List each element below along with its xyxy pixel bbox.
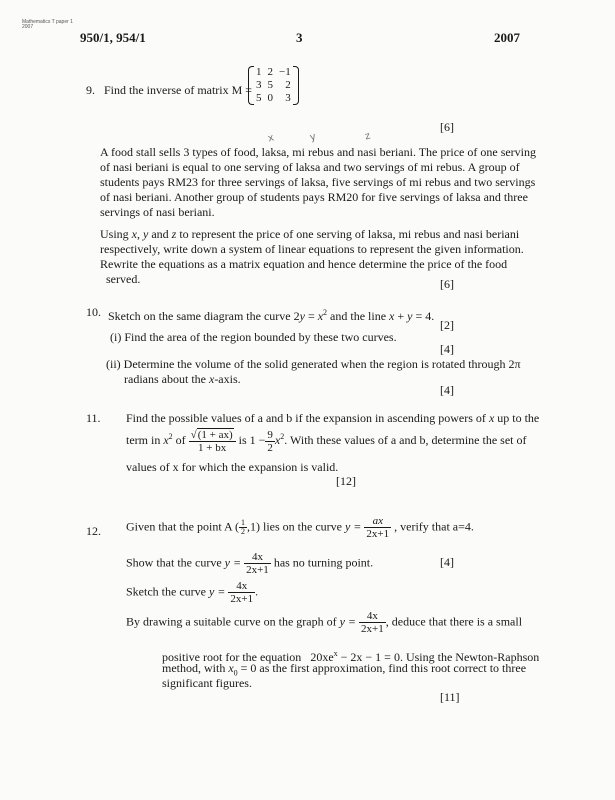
matrix-row: 1 2 −1 — [256, 66, 291, 78]
matrix-row: 5 0 3 — [256, 92, 291, 104]
handwritten-y: y — [308, 131, 318, 144]
q10-mark: [2] — [440, 318, 454, 332]
q12-line-5: positive root for the equation $20xe^x - 2x - 1 = 0$. Using the Newton-Raphson — [162, 649, 540, 664]
handwritten-z: z — [363, 130, 372, 143]
paragraph-line: served. — [106, 272, 141, 286]
matrix-row: 3 5 2 — [256, 79, 291, 91]
q12-line-4: By drawing a suitable curve on the graph of y = $\frac{4x}{2x+1}$ , deduce that there is a small — [126, 610, 523, 635]
q12-fraction-1: $\frac{ax}{2x+1}$ — [366, 515, 390, 540]
q11-line-1: Find the possible values of a and b if the expansion in ascending powers of x up to the — [126, 411, 540, 425]
q12-line-7: significant figures. — [162, 676, 252, 690]
q9-matrix — [248, 66, 299, 105]
q11-number: 11. — [86, 411, 101, 425]
q11-mark: [12] — [336, 474, 356, 488]
q12-line-3: Sketch the curve y = $\frac{4x}{2x+1}$ . — [126, 580, 259, 605]
paragraph-line: students pays RM23 for three servings of laksa, five servings of mi rebus and two servings — [100, 175, 536, 189]
paragraph-line: Rewrite the equations as a matrix equation and hence determine the price of the food — [100, 257, 508, 271]
q10-part-ii-line2: radians about the x-axis. — [124, 372, 241, 386]
paragraph-line: A food stall sells 3 types of food, laksa, mi rebus and nasi beriani. The price of one serving — [100, 145, 537, 159]
q11-fraction-2: $\frac{9}{2}$ — [267, 428, 273, 454]
stamp-text — [22, 20, 73, 30]
q10-number: 10. — [86, 305, 101, 319]
q12-fraction-2: $\frac{4x}{2x+1}$ — [246, 551, 269, 576]
page-number: 3 — [296, 30, 303, 45]
q11-fraction: $\frac{√(1 + ax)}{1 + bx}$ — [189, 428, 236, 454]
q9-text: Find the inverse of matrix M = — [104, 83, 253, 97]
q10-part-ii: (ii) Determine the volume of the solid generated when the region is rotated through 2π — [106, 357, 521, 371]
q10-text: Sketch on the same diagram the curve $2y = x^2$ and the line x + y = 4. — [108, 308, 435, 323]
q11-line-2: term in $x^2$ of $\frac{√(1 + ax)}{1 + bx}$ is 1 − $\frac{9}{2}$ $x^2$. With these values of a and b, determine the set of — [126, 428, 527, 454]
q10-mark-i: [4] — [440, 342, 454, 356]
q12-number: 12. — [86, 524, 101, 538]
header-year: 2007 — [494, 30, 520, 45]
handwritten-x: x — [266, 132, 276, 145]
q12-fraction-4: $\frac{4x}{2x+1}$ — [361, 610, 384, 635]
q9-mark-2: [6] — [440, 277, 454, 291]
q12-line-1: Given that the point A ( $\frac{1}{2}$ ,1) lies on the curve y = $\frac{ax}{2x+1}$ , verify that a=4. — [126, 515, 474, 540]
matrix-m — [248, 66, 299, 105]
half-fraction: $\frac{1}{2}$ — [241, 518, 245, 536]
paragraph-line: of nasi beriani. Another group of students pays RM20 for five servings of laksa and three — [100, 190, 528, 204]
q9-mark: [6] — [440, 120, 454, 134]
q12-fraction-3: $\frac{4x}{2x+1}$ — [230, 580, 254, 605]
stamp-line-1: Mathematics T paper 1 — [22, 19, 73, 25]
q12-mark-4: [4] — [440, 555, 454, 569]
paragraph-line: of nasi beriani is equal to one serving of laksa and two servings of mi rebus. A group of — [100, 160, 520, 174]
q10-mark-ii: [4] — [440, 383, 454, 397]
q9-paragraph-1 — [100, 145, 570, 220]
q12-line-6: method, with $x_0 = 0$ as the first approximation, find this root correct to three — [162, 661, 527, 678]
q11-line-3: values of x for which the expansion is valid. — [126, 460, 339, 474]
paragraph-line: respectively, write down a system of linear equations to represent the given information. — [100, 242, 524, 256]
newton-equation: $20xe^x - 2x - 1 = 0$ — [310, 649, 400, 664]
q10-part-i: (i) Find the area of the region bounded by these two curves. — [110, 330, 397, 344]
paragraph-line: Using x, y and z to represent the price of one serving of laksa, mi rebus and nasi beriani — [100, 227, 520, 241]
paper-code: 950/1, 954/1 — [80, 30, 146, 45]
q9-number: 9. — [86, 83, 95, 97]
q12-mark: [11] — [440, 690, 460, 704]
paragraph-line: servings of nasi beriani. — [100, 205, 215, 219]
stamp-line-2: 2007 — [22, 24, 34, 30]
q9-paragraph-2 — [100, 227, 570, 287]
q12-line-2: Show that the curve y = $\frac{4x}{2x+1}$ has no turning point. — [126, 551, 374, 576]
